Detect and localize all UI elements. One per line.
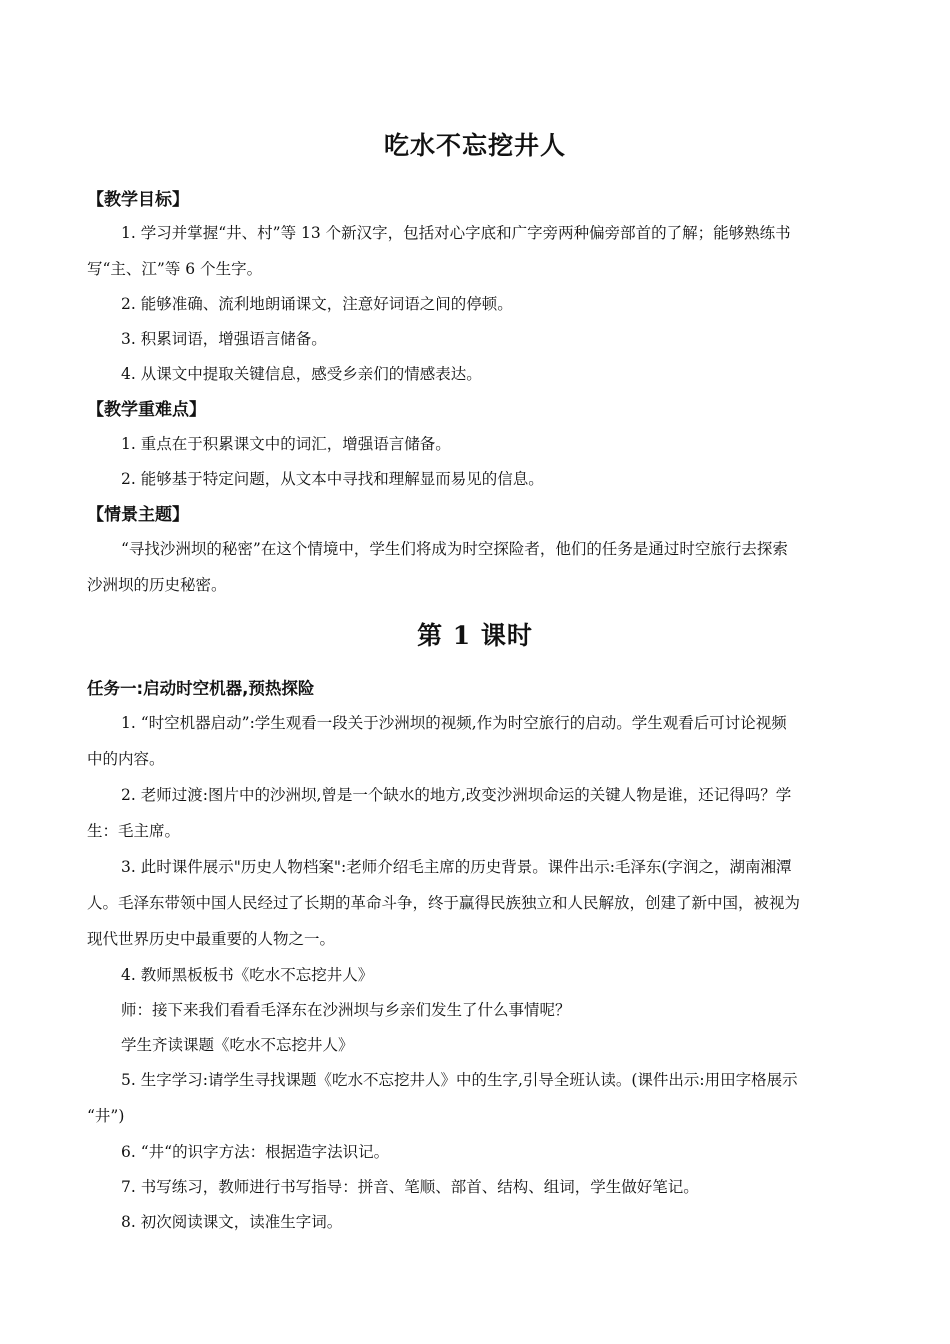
- keypoint-line-2: 2. 能够基于特定问题，从文本中寻找和理解显而易见的信息。: [121, 470, 544, 488]
- theme-heading: 【情景主题】: [87, 505, 189, 525]
- objective-line-1a: 1. 学习并掌握“井、村”等 13 个新汉字，包括对心字底和广字旁两种偏旁部首的了解；能够熟练书: [121, 224, 791, 242]
- task-line-7: 7. 书写练习，教师进行书写指导：拼音、笔顺、部首、结构、组词，学生做好笔记。: [121, 1178, 699, 1196]
- task-line-4: 4. 教师黑板板书《吃水不忘挖井人》: [121, 966, 374, 984]
- task-line-teacher: 师：接下来我们看看毛泽东在沙洲坝与乡亲们发生了什么事情呢？: [121, 1001, 571, 1019]
- theme-line-2: 沙洲坝的历史秘密。: [87, 576, 227, 594]
- document-title: 吃水不忘挖井人: [383, 131, 566, 160]
- objective-line-4: 4. 从课文中提取关键信息，感受乡亲们的情感表达。: [121, 365, 482, 383]
- task-line-5a: 5. 生字学习:请学生寻找课题《吃水不忘挖井人》中的生字,引导全班认读。(课件出示:用田字格展示: [121, 1071, 798, 1089]
- task-line-1a: 1. “时空机器启动”:学生观看一段关于沙洲坝的视频,作为时空旅行的启动。学生观看后可讨论视频: [121, 714, 787, 732]
- lesson-title: 第 1 课时: [417, 621, 533, 650]
- task-line-1b: 中的内容。: [87, 750, 165, 768]
- task-line-2a: 2. 老师过渡:图片中的沙洲坝,曾是一个缺水的地方,改变沙洲坝命运的关键人物是谁，还记得吗？学: [121, 786, 792, 804]
- task-one-title: 任务一:启动时空机器,预热探险: [87, 679, 315, 698]
- keypoint-line-1: 1. 重点在于积累课文中的词汇，增强语言储备。: [121, 435, 451, 453]
- objective-line-1b: 写“主、江”等 6 个生字。: [87, 260, 263, 278]
- task-line-3a: 3. 此时课件展示"历史人物档案":老师介绍毛主席的历史背景。课件出示:毛泽东(字润之，湖南湘潭: [121, 858, 792, 876]
- task-line-students: 学生齐读课题《吃水不忘挖井人》: [121, 1036, 354, 1054]
- theme-line-1: “寻找沙洲坝的秘密”在这个情境中，学生们将成为时空探险者，他们的任务是通过时空旅行去探索: [121, 540, 788, 558]
- task-line-8: 8. 初次阅读课文，读准生字词。: [121, 1213, 343, 1231]
- keypoints-heading: 【教学重难点】: [87, 400, 206, 420]
- task-line-2b: 生：毛主席。: [87, 822, 181, 840]
- task-line-6: 6. “井“的识字方法：根据造字法识记。: [121, 1143, 390, 1161]
- objectives-heading: 【教学目标】: [87, 190, 189, 210]
- task-line-3b: 人。毛泽东带领中国人民经过了长期的革命斗争，终于赢得民族独立和人民解放，创建了新中国，被视为: [87, 894, 801, 912]
- objective-line-2: 2. 能够准确、流利地朗诵课文，注意好词语之间的停顿。: [121, 295, 513, 313]
- objective-line-3: 3. 积累词语，增强语言储备。: [121, 330, 327, 348]
- task-line-3c: 现代世界历史中最重要的人物之一。: [87, 930, 336, 948]
- task-line-5b: “井”): [87, 1107, 125, 1125]
